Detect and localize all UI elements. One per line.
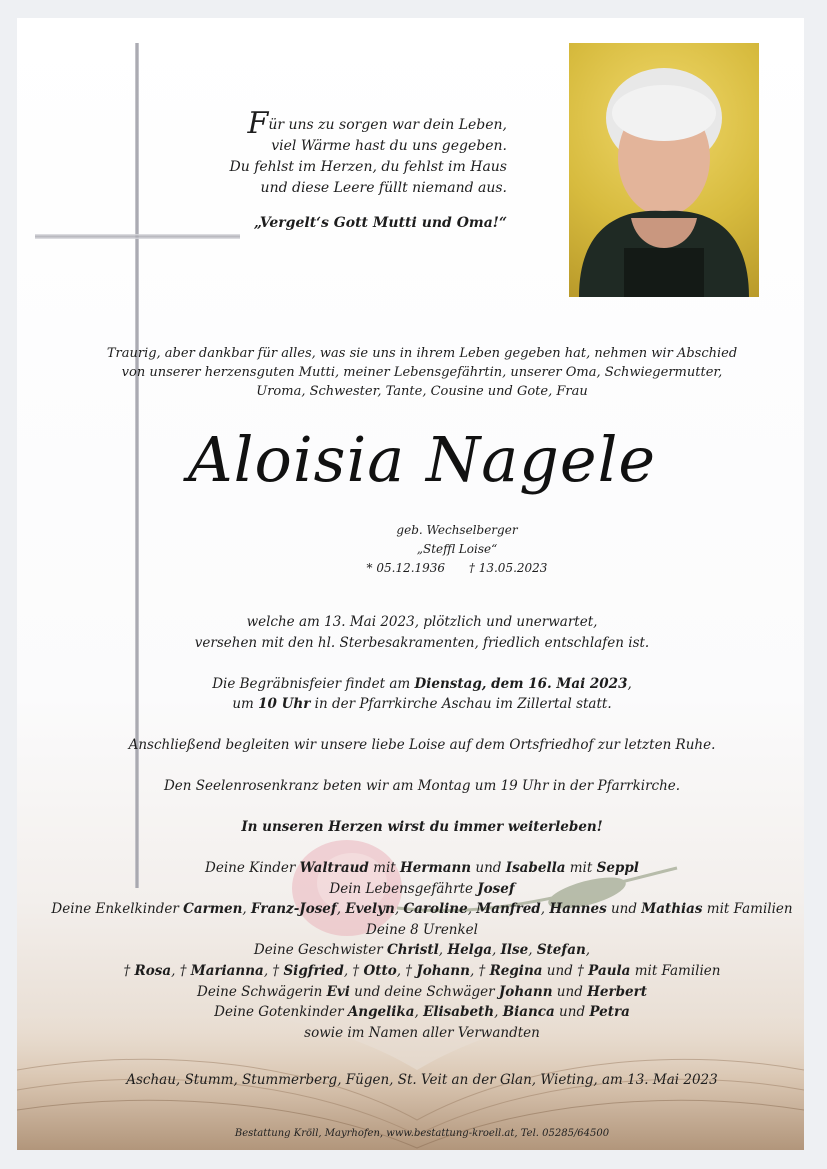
family-text: , † [396, 962, 417, 979]
family-text: Dein Lebensgefährte [329, 880, 478, 897]
family-member-name: Johann [416, 962, 470, 979]
poem-closing: „Vergelt‘s Gott Mutti und Oma!“ [253, 215, 507, 231]
place-and-date: Aschau, Stumm, Stummerberg, Fügen, St. Veit an der Glan, Wieting, am 13. Mai 2023 [126, 1072, 718, 1088]
family-text: und [606, 901, 642, 918]
cross-horizontal-bar [35, 234, 240, 239]
family-member-name: Otto [363, 962, 397, 979]
family-text: , [438, 942, 448, 959]
funeral-notice [47, 674, 797, 715]
family-member-name: Carmen [183, 901, 243, 918]
family-text: und deine Schwäger [349, 983, 499, 1000]
family-text: und † [542, 962, 589, 979]
memorial-motto: In unseren Herzen wirst du immer weiterleben! [241, 819, 603, 835]
family-text: , † [263, 962, 284, 979]
funeral-time-prefix: um [232, 696, 259, 712]
family-member-name: Stefan [536, 942, 586, 959]
family-member-name: Christl [386, 942, 439, 959]
poem [197, 106, 507, 234]
family-member-name: Hermann [400, 860, 472, 876]
born-name: geb. Wechselberger [396, 523, 518, 537]
family-kids [47, 858, 797, 879]
family-relatives: sowie im Namen aller Verwandten [304, 1024, 540, 1041]
family-godkids [47, 1002, 797, 1023]
portrait-photo [569, 43, 759, 297]
rosary-notice: Den Seelenrosenkranz beten wir am Montag um 19 Uhr in der Pfarrkirche. [163, 778, 681, 794]
family-text: und [471, 860, 506, 876]
death-notice-line-2: versehen mit den hl. Sterbesakramenten, friedlich entschlafen ist. [194, 634, 650, 651]
family-text: und [552, 983, 588, 1000]
family-grandkids [47, 899, 797, 920]
family-member-name: Elisabeth [423, 1004, 495, 1021]
family-member-name: Evelyn [345, 901, 395, 918]
family-text: , [467, 901, 477, 918]
family-member-name: Bianca [502, 1004, 555, 1021]
family-text: Deine Enkelkinder [51, 901, 184, 918]
family-member-name: Sigfried [283, 962, 344, 979]
portrait-illustration [569, 43, 759, 297]
family-text: , † [343, 962, 364, 979]
family-text: † [123, 962, 135, 979]
announcement-body [47, 612, 797, 1043]
family-member-name: Caroline [403, 901, 468, 918]
family-member-name: Evi [326, 983, 350, 1000]
funeral-home-footer: Bestattung Kröll, Mayrhofen, www.bestattung-kroell.at, Tel. 05285/64500 [234, 1128, 610, 1139]
intro-text [57, 344, 787, 401]
family-member-name: Johann [498, 983, 553, 1000]
family-text: , [491, 942, 501, 959]
family-member-name: Manfred [476, 901, 541, 918]
intro-line-1: Traurig, aber dankbar für alles, was sie uns in ihrem Leben gegeben hat, nehmen wir Abschied [106, 346, 738, 361]
death-notice-line-1: welche am 13. Mai 2023, plötzlich und unerwartet, [246, 614, 598, 630]
family-text: , [494, 1004, 503, 1021]
family-text: mit [368, 860, 400, 876]
deceased-name: Aloisia Nagele [187, 423, 657, 496]
family-partner [47, 879, 797, 900]
birth-date: * 05.12.1936 [366, 561, 446, 575]
funeral-text: Die Begräbnisfeier findet am [212, 675, 415, 692]
family-text: , [242, 901, 252, 918]
family-text: Deine Geschwister [253, 942, 387, 959]
family-text: Deine Gotenkinder [214, 1004, 348, 1021]
family-text: Deine Schwägerin [197, 983, 327, 1000]
family-list [47, 858, 797, 1043]
family-siblings [47, 940, 797, 961]
poem-initial: F [247, 106, 269, 141]
family-text: , [585, 942, 591, 959]
nickname: „Steffl Loise“ [416, 542, 498, 556]
family-text: , [540, 901, 550, 918]
death-date: † 13.05.2023 [468, 561, 548, 575]
family-text: , [414, 1004, 424, 1021]
family-late-siblings [47, 961, 797, 982]
family-member-name: Josef [477, 880, 515, 897]
family-member-name: Angelika [347, 1004, 415, 1021]
death-notice [47, 612, 797, 653]
intro-line-2: von unserer herzensguten Mutti, meiner Lebensgefährtin, unserer Oma, Schwiegermutter, [121, 365, 723, 380]
poem-line-4: und diese Leere füllt niemand aus. [260, 180, 507, 196]
family-great-grandkids: Deine 8 Urenkel [366, 921, 478, 938]
funeral-time: 10 Uhr [258, 696, 311, 712]
family-inlaws [47, 982, 797, 1003]
family-member-name: Mathias [641, 901, 703, 918]
family-text: , [528, 942, 537, 959]
family-member-name: Seppl [596, 860, 639, 876]
family-member-name: Rosa [134, 962, 172, 979]
family-text: und [554, 1004, 590, 1021]
family-member-name: Helga [447, 942, 492, 959]
family-member-name: Ilse [500, 942, 529, 959]
deceased-details [257, 521, 657, 578]
burial-notice: Anschließend begleiten wir unsere liebe Loise auf dem Ortsfriedhof zur letzten Ruhe. [128, 737, 716, 753]
family-text: Deine Kinder [205, 860, 300, 876]
family-text: mit [565, 860, 597, 876]
family-member-name: Regina [489, 962, 543, 979]
obituary-sheet [17, 18, 804, 1150]
family-member-name: Hannes [549, 901, 607, 918]
family-member-name: Paula [588, 962, 631, 979]
family-text: , † [469, 962, 490, 979]
family-member-name: Petra [589, 1004, 630, 1021]
family-member-name: Franz-Josef [251, 901, 337, 918]
funeral-date: Dienstag, dem 16. Mai 2023 [414, 675, 628, 692]
family-text: mit Familien [702, 901, 793, 918]
family-text: , [394, 901, 404, 918]
family-text: , [336, 901, 346, 918]
family-text: mit Familien [630, 962, 721, 979]
poem-line-1: ür uns zu sorgen war dein Leben, [268, 117, 507, 133]
poem-line-2: viel Wärme hast du uns gegeben. [271, 138, 507, 154]
funeral-location: in der Pfarrkirche Aschau im Zillertal statt. [310, 696, 612, 712]
life-dates [257, 559, 657, 578]
funeral-comma: , [627, 675, 632, 692]
family-text: , † [171, 962, 191, 979]
poem-line-3: Du fehlst im Herzen, du fehlst im Haus [229, 159, 507, 175]
family-member-name: Isabella [505, 860, 566, 876]
intro-line-3: Uroma, Schwester, Tante, Cousine und Gote, Frau [256, 384, 588, 399]
family-member-name: Herbert [587, 983, 647, 1000]
family-member-name: Marianna [190, 962, 264, 979]
family-member-name: Waltraud [299, 860, 369, 876]
